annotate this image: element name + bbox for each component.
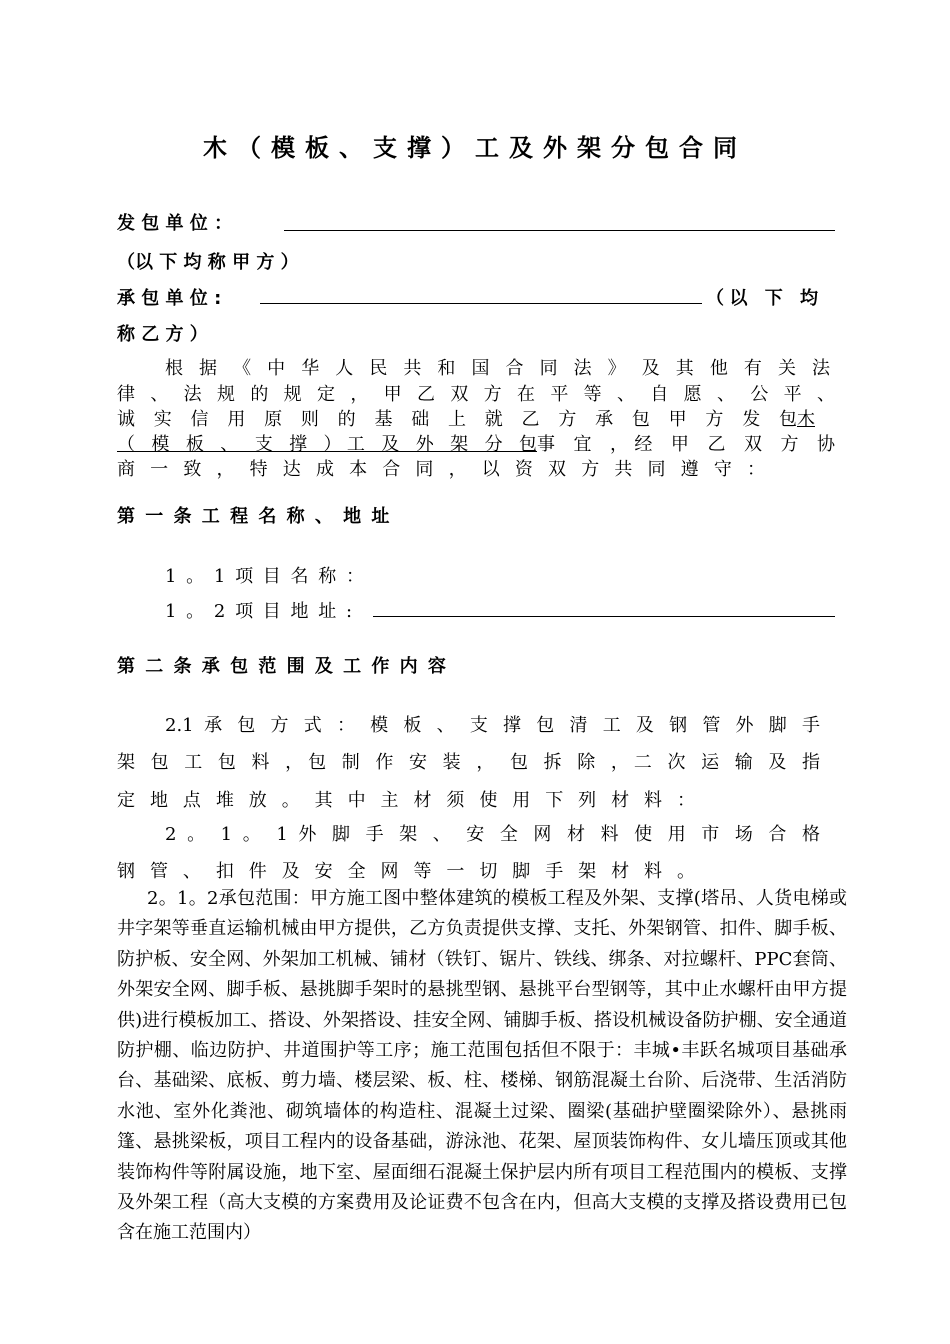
article-2-heading: 第 二 条 承 包 范 围 及 工 作 内 容 [117,656,448,677]
preamble-line-1: 根 据 《 中 华 人 民 共 和 国 合 同 法 》 及 其 他 有 关 法 [165,358,830,379]
project-address-blank-line[interactable] [373,616,835,617]
party-b-blank-line[interactable] [260,303,702,304]
party-a-label: 发 包 单 位 ： [117,213,233,234]
project-address-item: 1 。 2 项 目 地 址 : [165,601,355,622]
preamble-subject-start: 木 [797,409,815,430]
contract-mode-line-1: 2.1 承 包 方 式 ： 模 板 、 支 撑 包 清 工 及 钢 管 外 脚 手 [165,715,820,736]
preamble-line-4 [117,430,835,456]
preamble-line-2: 律 、 法 规 的 规 定 ， 甲 乙 双 方 在 平 等 、 自 愿 、 公 平 、 [117,384,835,405]
contract-mode-line-3: 定 地 点 堆 放 。 其 中 主 材 须 使 用 下 列 材 料 ： [117,790,695,811]
preamble-line-3-text: 诚 实 信 用 原 则 的 基 础 上 就 乙 方 承 包 甲 方 发 包 [117,409,797,430]
party-b-label: 承 包 单 位 : [117,288,222,309]
project-name-item: 1 。 1 项 目 名 称 ： [165,566,366,587]
preamble-line-3 [117,405,835,431]
party-a-blank-line[interactable] [284,230,835,231]
document-title: 木（模板、支撑）工及外架分包合同 [203,134,747,162]
preamble-subject-end: （ 模 板 、 支 撑 ）工 及 外 架 分 包 [117,434,537,455]
preamble-line-4-text: 事 宜 ，经 甲 乙 双 方 协 [537,434,835,455]
party-b-note-tail: （以 下 均 [706,288,818,309]
scaffold-material-line-2: 钢 管 、 扣 件 及 安 全 网 等 一 切 脚 手 架 材 料 。 [117,861,695,882]
party-a-note: （以 下 均 称 甲 方 ） [117,252,299,273]
party-b-note-cont: 称 乙 方 ） [117,324,208,345]
scope-paragraph: 2。1。2承包范围：甲方施工图中整体建筑的模板工程及外架、支撑(塔吊、人货电梯或井字架等垂直运输机械由甲方提供，乙方负责提供支撑、支托、外架钢管、扣件、脚手板、防护板、安全网、外架加工机械、铺材（铁钉、锯片、铁线、绑条、对拉螺杆、PPC套筒、外架安全网、脚手板、悬挑脚手架时的悬挑型钢、悬挑平台型钢等，其中止水螺杆由甲方提供)进行模板加工、搭设、外架搭设、挂安全网、铺脚手板、搭设机械设备防护棚、安全通道防护棚、临边防护、井道围护等工序；施工范围包括但不限于：丰城•丰跃名城项目基础承台、基础梁、底板、剪力墙、楼层梁、板、柱、楼梯、钢筋混凝土台阶、后浇带、生活消防水池、室外化粪池、砌筑墙体的构造柱、混凝土过梁、圈梁(基础护壁圈梁除外）、悬挑雨篷、悬挑梁板，项目工程内的设备基础，游泳池、花架、屋顶装饰构件、女儿墙压顶或其他装饰构件等附属设施，地下室、屋面细石混凝土保护层内所有项目工程范围内的模板、支撑及外架工程（高大支模的方案费用及论证费不包含在内，但高大支模的支撑及搭设费用已包含在施工范围内） [117,888,847,1244]
preamble-line-5: 商 一 致 ， 特 达 成 本 合 同 ， 以 资 双 方 共 同 遵 守 ： [117,459,765,480]
contract-mode-line-2: 架 包 工 包 料 ，包 制 作 安 装 ， 包 拆 除 ，二 次 运 输 及 指 [117,752,820,773]
scaffold-material-line-1: 2 。 1 。 1 外 脚 手 架 、 安 全 网 材 料 使 用 市 场 合 格 [165,824,820,845]
article-1-heading: 第 一 条 工 程 名 称 、 地 址 [117,506,392,527]
